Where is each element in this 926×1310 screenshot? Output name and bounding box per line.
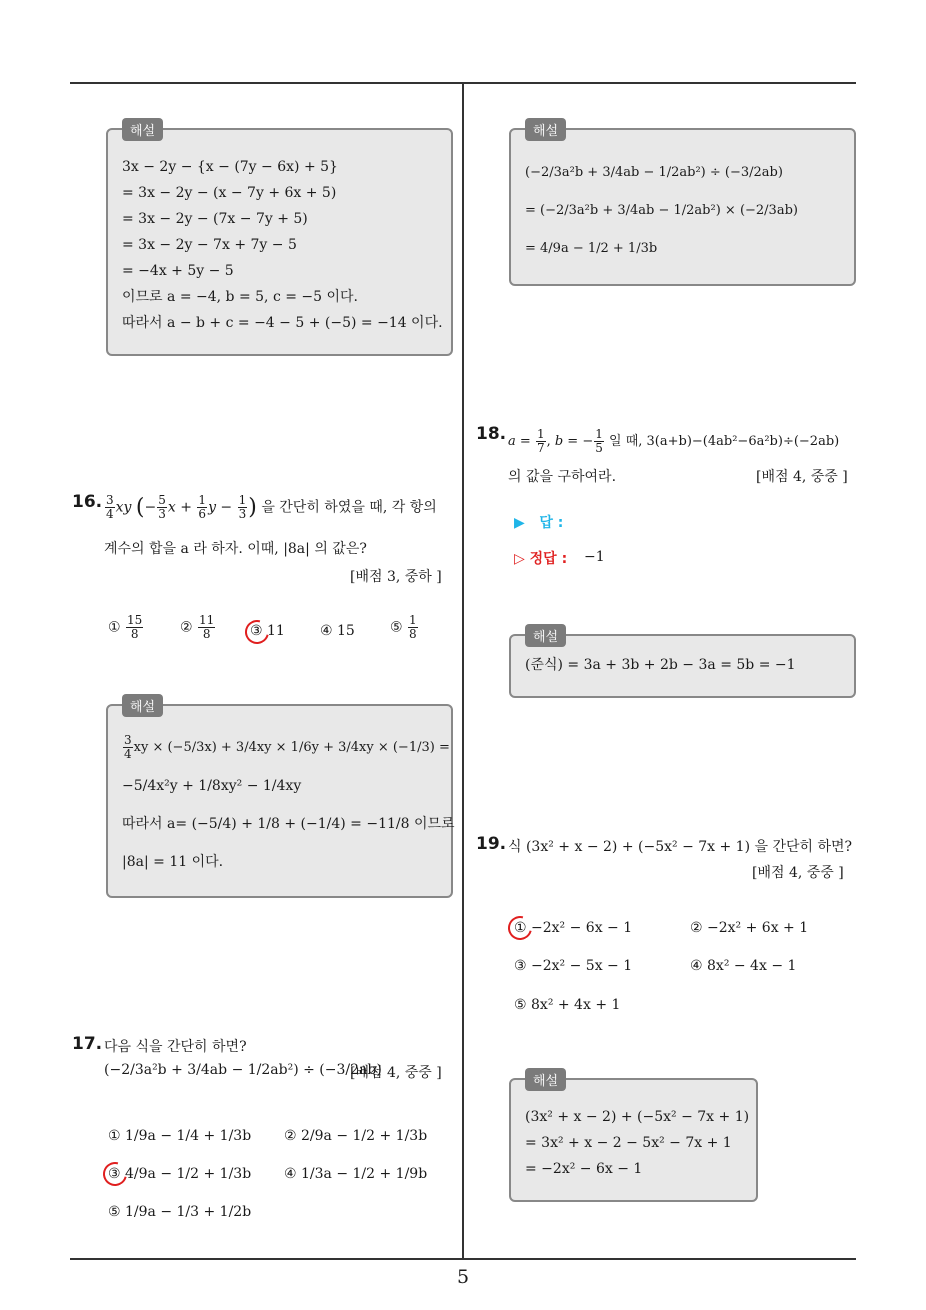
question-text: 식 (3x² + x − 2) + (−5x² − 7x + 1) 을 간단히 하면?: [508, 839, 853, 855]
choice-2[interactable]: ② −2x² + 6x + 1: [690, 920, 809, 936]
solution-line: = (−2/3a²b + 3/4ab − 1/2ab²) × (−2/3ab): [525, 203, 798, 218]
question-number: 19.: [476, 834, 507, 854]
choice-5[interactable]: ⑤ 8x² + 4x + 1: [514, 997, 621, 1013]
solution-tag: 해설: [525, 1068, 566, 1091]
question-text: 다음 식을 간단히 하면?: [104, 1039, 247, 1055]
solution-line: $\frac{3}{4}$ xy × (−5/3x) + 3/4xy × 1/6y + 3/4xy × (−1/3) =: [124, 732, 450, 761]
page-number: 5: [456, 1266, 470, 1288]
solution-box-q17: [509, 124, 856, 286]
solution-line: = 3x² + x − 2 − 5x² − 7x + 1: [525, 1135, 732, 1151]
choice-2[interactable]: ② $\frac{11}{8}$: [180, 613, 215, 641]
choice-3[interactable]: ③ 4/9a − 1/2 + 1/3b: [108, 1166, 252, 1182]
score-label: [배점 4, 중중 ]: [752, 865, 844, 881]
solution-box-q18: [509, 630, 856, 698]
solution-line: = −4x + 5y − 5: [122, 263, 234, 279]
solution-line: = 4/9a − 1/2 + 1/3b: [525, 241, 658, 256]
solution-box-q15: [106, 124, 453, 356]
correct-answer-label: ▷ 정답 :: [514, 551, 568, 567]
solution-line: 따라서 a − b + c = −4 − 5 + (−5) = −14 이다.: [122, 315, 443, 331]
solution-tag: 해설: [122, 694, 163, 717]
play-arrow-icon: ▶: [514, 515, 525, 531]
solution-line: = 3x − 2y − (7x − 7y + 5): [122, 211, 308, 227]
solution-line: (준식) = 3a + 3b + 2b − 3a = 5b = −1: [525, 657, 796, 673]
answer-circle-mark: [99, 1158, 132, 1191]
score-label: [배점 4, 중중 ]: [756, 469, 848, 485]
solution-tag: 해설: [122, 118, 163, 141]
solution-tag: 해설: [525, 118, 566, 141]
solution-box-q16: [106, 700, 455, 898]
choice-1[interactable]: ① −2x² − 6x − 1: [514, 920, 633, 936]
question-expression: (−2/3a²b + 3/4ab − 1/2ab²) ÷ (−3/2ab): [104, 1062, 382, 1078]
question-text: 을 간단히 하였을 때, 각 항의: [261, 499, 437, 516]
question-number: 18.: [476, 424, 507, 444]
question-number: 16.: [72, 492, 103, 512]
question-18-stem: a = $\frac{1}{7}$ , b = − $\frac{1}{5}$ 일 때, 3(a+b)−(4ab²−6a²b)÷(−2ab): [508, 427, 840, 455]
question-number: 17.: [72, 1034, 103, 1054]
score-label: [배점 4, 중중 ]: [350, 1065, 442, 1081]
column-divider: [462, 84, 464, 1260]
fraction: $\frac{15}{8}$: [127, 613, 143, 641]
outline-arrow-icon: ▷: [514, 551, 525, 567]
choice-4[interactable]: ④ 8x² − 4x − 1: [690, 958, 797, 974]
solution-line: 이므로 a = −4, b = 5, c = −5 이다.: [122, 289, 358, 305]
question-text: 계수의 합을 a 라 하자. 이때, |8a| 의 값은?: [104, 541, 367, 557]
solution-line: = −2x² − 6x − 1: [525, 1161, 643, 1177]
question-16-stem: $\frac{3}{4}$ xy (− $\frac{5}{3}$ x + $\frac{1}{6}$ y − $\frac{1}{3}$ ) 을 간단히 하였을 때, 각 항의: [106, 493, 437, 521]
solution-line: |8a| = 11 이다.: [122, 854, 224, 870]
solution-line: = 3x − 2y − 7x + 7y − 5: [122, 237, 297, 253]
fraction: $\frac{1}{6}$: [198, 493, 207, 521]
bottom-rule: [70, 1258, 856, 1260]
solution-tag: 해설: [525, 624, 566, 647]
fraction: $\frac{3}{4}$: [106, 493, 114, 521]
choice-1[interactable]: ① $\frac{15}{8}$: [108, 613, 143, 641]
solution-line: 따라서 a= (−5/4) + 1/8 + (−1/4) = −11/8 이므로: [122, 816, 455, 832]
choice-3[interactable]: ③ 11: [250, 623, 285, 639]
fraction: $\frac{1}{3}$: [238, 493, 247, 521]
choice-3[interactable]: ③ −2x² − 5x − 1: [514, 958, 633, 974]
solution-line: 3x − 2y − {x − (7y − 6x) + 5}: [122, 159, 338, 175]
question-text: 의 값을 구하여라.: [508, 469, 617, 485]
fraction: $\frac{11}{8}$: [199, 613, 215, 641]
answer-input-label[interactable]: ▶ 답 :: [514, 515, 564, 531]
correct-answer-value: −1: [584, 549, 605, 565]
fraction: $\frac{1}{8}$: [409, 613, 417, 641]
score-label: [배점 3, 중하 ]: [350, 569, 442, 585]
choice-5[interactable]: ⑤ $\frac{1}{8}$: [390, 613, 417, 641]
choice-4[interactable]: ④ 1/3a − 1/2 + 1/9b: [284, 1166, 428, 1182]
solution-line: (3x² + x − 2) + (−5x² − 7x + 1): [525, 1109, 750, 1125]
solution-line: −5/4x²y + 1/8xy² − 1/4xy: [122, 778, 302, 794]
fraction: $\frac{5}{3}$: [158, 493, 166, 521]
choice-4[interactable]: ④ 15: [320, 623, 355, 639]
solution-line: (−2/3a²b + 3/4ab − 1/2ab²) ÷ (−3/2ab): [525, 165, 783, 180]
choice-1[interactable]: ① 1/9a − 1/4 + 1/3b: [108, 1128, 252, 1144]
answer-circle-mark: [504, 912, 537, 945]
answer-circle-mark: [241, 616, 274, 649]
solution-line: = 3x − 2y − (x − 7y + 6x + 5): [122, 185, 337, 201]
solution-box-q19: [509, 1074, 758, 1202]
choice-5[interactable]: ⑤ 1/9a − 1/3 + 1/2b: [108, 1204, 252, 1220]
choice-2[interactable]: ② 2/9a − 1/2 + 1/3b: [284, 1128, 428, 1144]
